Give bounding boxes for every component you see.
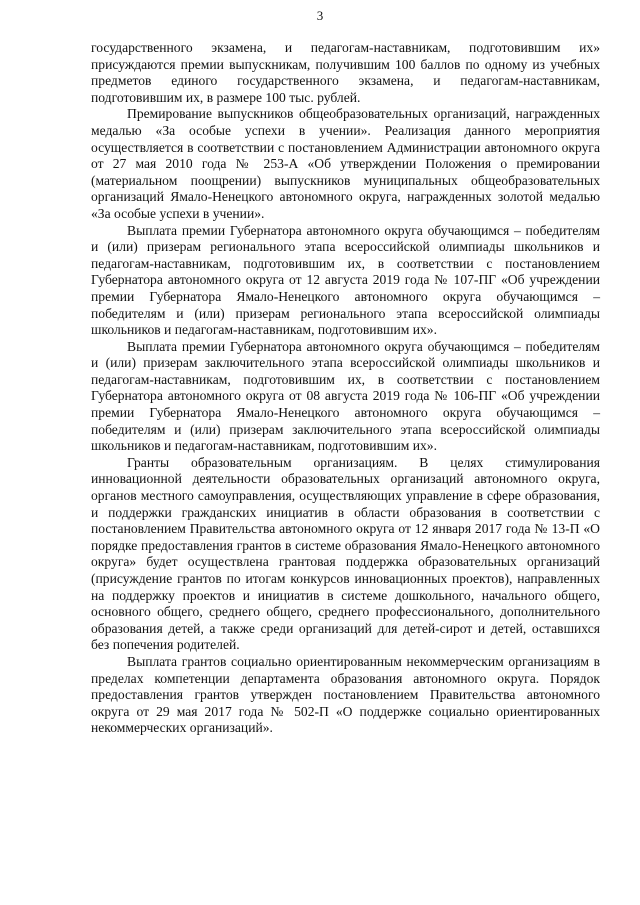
paragraph-regional-olympiad-prize: Выплата премии Губернатора автономного округа обучающимся – победителям и (или) призерам регионального этапа всероссийской олимпиады школьников и педагогам-наставникам, подготовившим их, в соответствии с постановлением Губернатора автономного округа от 12 августа 2019 года № 107-ПГ «Об учреждении премии Губернатора Ямало-Ненецкого автономного округа обучающимся – победителям и (или) призерам регионального этапа всероссийской олимпиады школьников и педагогам-наставникам, подготовившим их».: [91, 222, 600, 338]
paragraph-grants-nonprofits: Выплата грантов социально ориентированным некоммерческим организациям в пределах компетенции департамента образования автономного округа. Порядок предоставления грантов утвержден постановлением Правительства автономного округа от 29 мая 2017 года № 502-П «О поддержке социально ориентированных некоммерческих организаций».: [91, 653, 600, 736]
page-number: 3: [316, 8, 324, 23]
document-body: [91, 40, 600, 737]
paragraph-continuation: государственного экзамена, и педагогам-наставникам, подготовившим их» присуждаются премии выпускникам, получившим 100 баллов по одному из учебных предметов единого государственного экзамена, и педагогам-наставникам, подготовившим их, в размере 100 тыс. рублей.: [91, 40, 600, 105]
paragraph-final-olympiad-prize: Выплата премии Губернатора автономного округа обучающимся – победителям и (или) призерам заключительного этапа всероссийской олимпиады школьников и педагогам-наставникам, подготовившим их, в соответствии с постановлением Губернатора автономного округа от 08 августа 2019 года № 106-ПГ «Об учреждении премии Губернатора Ямало-Ненецкого автономного округа обучающимся – победителям и (или) призерам заключительного этапа всероссийской олимпиады школьников и педагогам-наставникам, подготовившим их».: [91, 338, 600, 454]
paragraph-medal-awards: Премирование выпускников общеобразовательных организаций, награжденных медалью «За особые успехи в учении». Реализация данного мероприятия осуществляется в соответствии с постановлением Администрации автономного округа от 27 мая 2010 года № 253-А «Об утверждении Положения о премировании (материальном поощрении) выпускников муниципальных общеобразовательных организаций Ямало-Ненецкого автономного округа, награжденных золотой медалью «За особые успехи в учении».: [91, 106, 600, 221]
paragraph-grants-organizations: Гранты образовательным организациям. В целях стимулирования инновационной деятельности образовательных организаций автономного округа, органов местного самоуправления, осуществляющих управление в сфере образования, и поддержки гражданских инициатив в области образования в соответствии с постановлением Правительства автономного округа от 12 января 2017 года № 13-П «О порядке предоставления грантов в системе образования Ямало-Ненецкого автономного округа» будет осуществлена грантовая поддержка образовательных организаций (присуждение грантов по итогам конкурсов инновационных проектов), направленных на поддержку проектов и инициатив в системе дошкольного, начального общего, основного общего, среднего общего, среднего профессионального, дополнительного образования детей, а также среди организаций для детей-сирот и детей, оставшихся без попечения родителей.: [91, 454, 600, 653]
